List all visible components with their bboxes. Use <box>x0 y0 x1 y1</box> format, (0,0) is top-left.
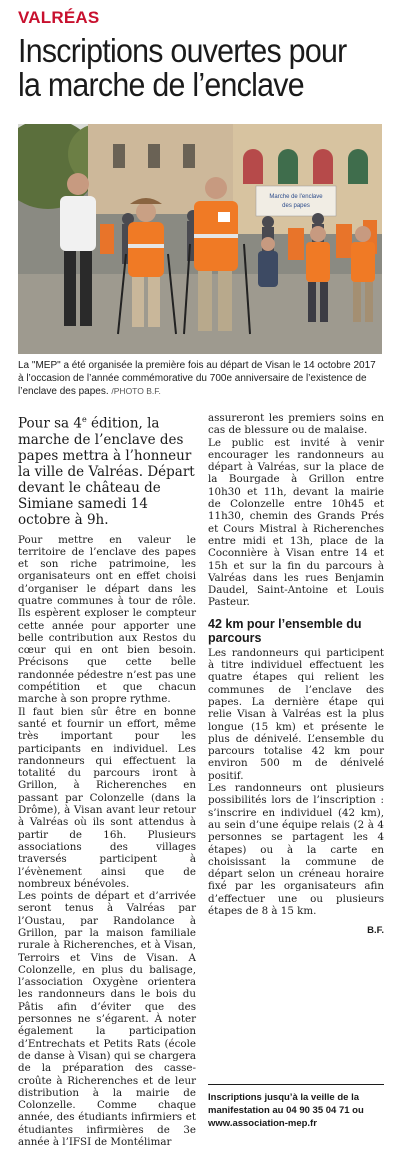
registration-website: www.association-mep.fr <box>208 1118 317 1129</box>
subheading: 42 km pour l’ensemble du parcours <box>208 616 362 645</box>
banner-line-2: des papes <box>282 203 310 209</box>
body-paragraph-4: Le public est invité à venir encourager les randonneurs au départ à Valréas, sur la place de la Bourgade à Grillon entre 10h30 et 11h, devant la mairie de Colonzelle entre 10h45 et 11h30, chemin des Grands Prés et Cours Mistral à Richerenches entre midi et 13h, place de la Coconnière à Visan entre 14 et 15h et sur la fin du parcours à Valréas dans les rues Benjamin Daudel, Saint-Antoine et Louis Pasteur. <box>208 436 384 609</box>
body-paragraph-2: Il faut bien sûr être en bonne santé et fournir un effort, même très important pour les participants en individuel. Les randonneurs qui effectuent la totalité du parcours iront à Grillon, à Richerenches en passant par Colonzelle (dans la Drôme), à Visan avant leur retour à Valréas où ils sont attendus à partir de 16h. Plusieurs associations des villages traversés participent à l’évènement ainsi que de nombreux bénévoles. <box>18 705 196 890</box>
lead-paragraph <box>18 412 196 528</box>
author-signature: B.F. <box>367 925 384 937</box>
body-paragraph-6: Les randonneurs ont plusieurs possibilités lors de l’inscription : s’inscrire en individuel (42 km), au sein d’une équipe relais (2 à 4 personnes se partagent les 4 étapes) ou à la carte en choisissant la commune de départ selon un créneau horaire fixé par les organisateurs afin d’effectuer une ou plusieurs étapes de 8 à 15 km. <box>208 782 384 917</box>
banner-line-1: Marche de l'enclave <box>269 194 323 200</box>
lead-superscript: e <box>81 415 87 424</box>
caption-text: La "MEP" a été organisée la première fois au départ de Visan le 14 octobre 2017 à l’occasion de l’année commémorative du 700e anniversaire de l’existence de l’enclave des papes. <box>18 360 376 397</box>
headline-line-2: la marche de l’enclave <box>18 66 304 103</box>
lead-part-1: Pour sa 4 <box>18 415 82 432</box>
article-column-right <box>208 412 384 938</box>
lead-part-2: édition, la marche de l’enclave des papes mettra à l’honneur la ville de Valréas. Départ devant le château de Simiane samedi 14 octobre à 9h. <box>18 415 195 528</box>
headline-line-1: Inscriptions ouvertes pour <box>18 32 347 69</box>
headline <box>18 34 360 102</box>
registration-info-text: Inscriptions jusqu’à la veille de la manifestation au 04 90 35 04 71 ou <box>208 1092 364 1116</box>
section-label: VALRÉAS <box>18 8 100 27</box>
body-paragraph-5: Les randonneurs qui participent à titre individuel effectuent les quatre étapes qui relient les communes de l’enclave des papes. La dernière étape qui relie Visan à Valréas est la plus longue (15 km) et présente le plus de dénivelé. L’ensemble du parcours totalise 42 km pour environ 500 m de dénivelé positif. <box>208 646 384 782</box>
body-paragraph-3-continued: assureront les premiers soins en cas de blessure ou de malaise. <box>208 412 384 437</box>
photo-caption <box>18 360 384 399</box>
photo-credit: /PHOTO B.F. <box>111 386 161 396</box>
registration-info-box <box>208 1084 384 1130</box>
body-paragraph-1: Pour mettre en valeur le territoire de l’enclave des papes et son riche patrimoine, les organisateurs ont en effet choisi d’organiser le départ dans les quatre communes à tour de rôle. Ils espèrent exploser le compteur cette année pour apporter une belle contribution aux Restos du cœur qui en ont bien besoin. Précisons que cette belle randonnée pédestre n’est pas une compétition et que chacun marche à son propre rythme. <box>18 533 196 706</box>
body-paragraph-3: Les points de départ et d’arrivée seront tenus à Valréas par l’Oustau, par Randolance à Grillon, par la maison familiale rurale à Richerenches, et à Visan, Terroirs et Vins de Visan. A Colonzelle, en plus du balisage, l’association Oxygène orientera les randonneurs dans le bois du Pâtis afin d’éviter que des personnes ne s’égarent. À noter également la participation d’Entrechats et Petits Rats (école de danse à Visan) qui se chargera de la préparation des casse-croûte à Richerenches et de leur distribution à la mairie de Colonzelle. Comme chaque année, des étudiants infirmiers et étudiantes infirmières de 3e année à l’IFSI de Montélimar <box>18 890 196 1149</box>
article-photo <box>18 124 382 354</box>
article-column-left <box>18 412 196 1148</box>
